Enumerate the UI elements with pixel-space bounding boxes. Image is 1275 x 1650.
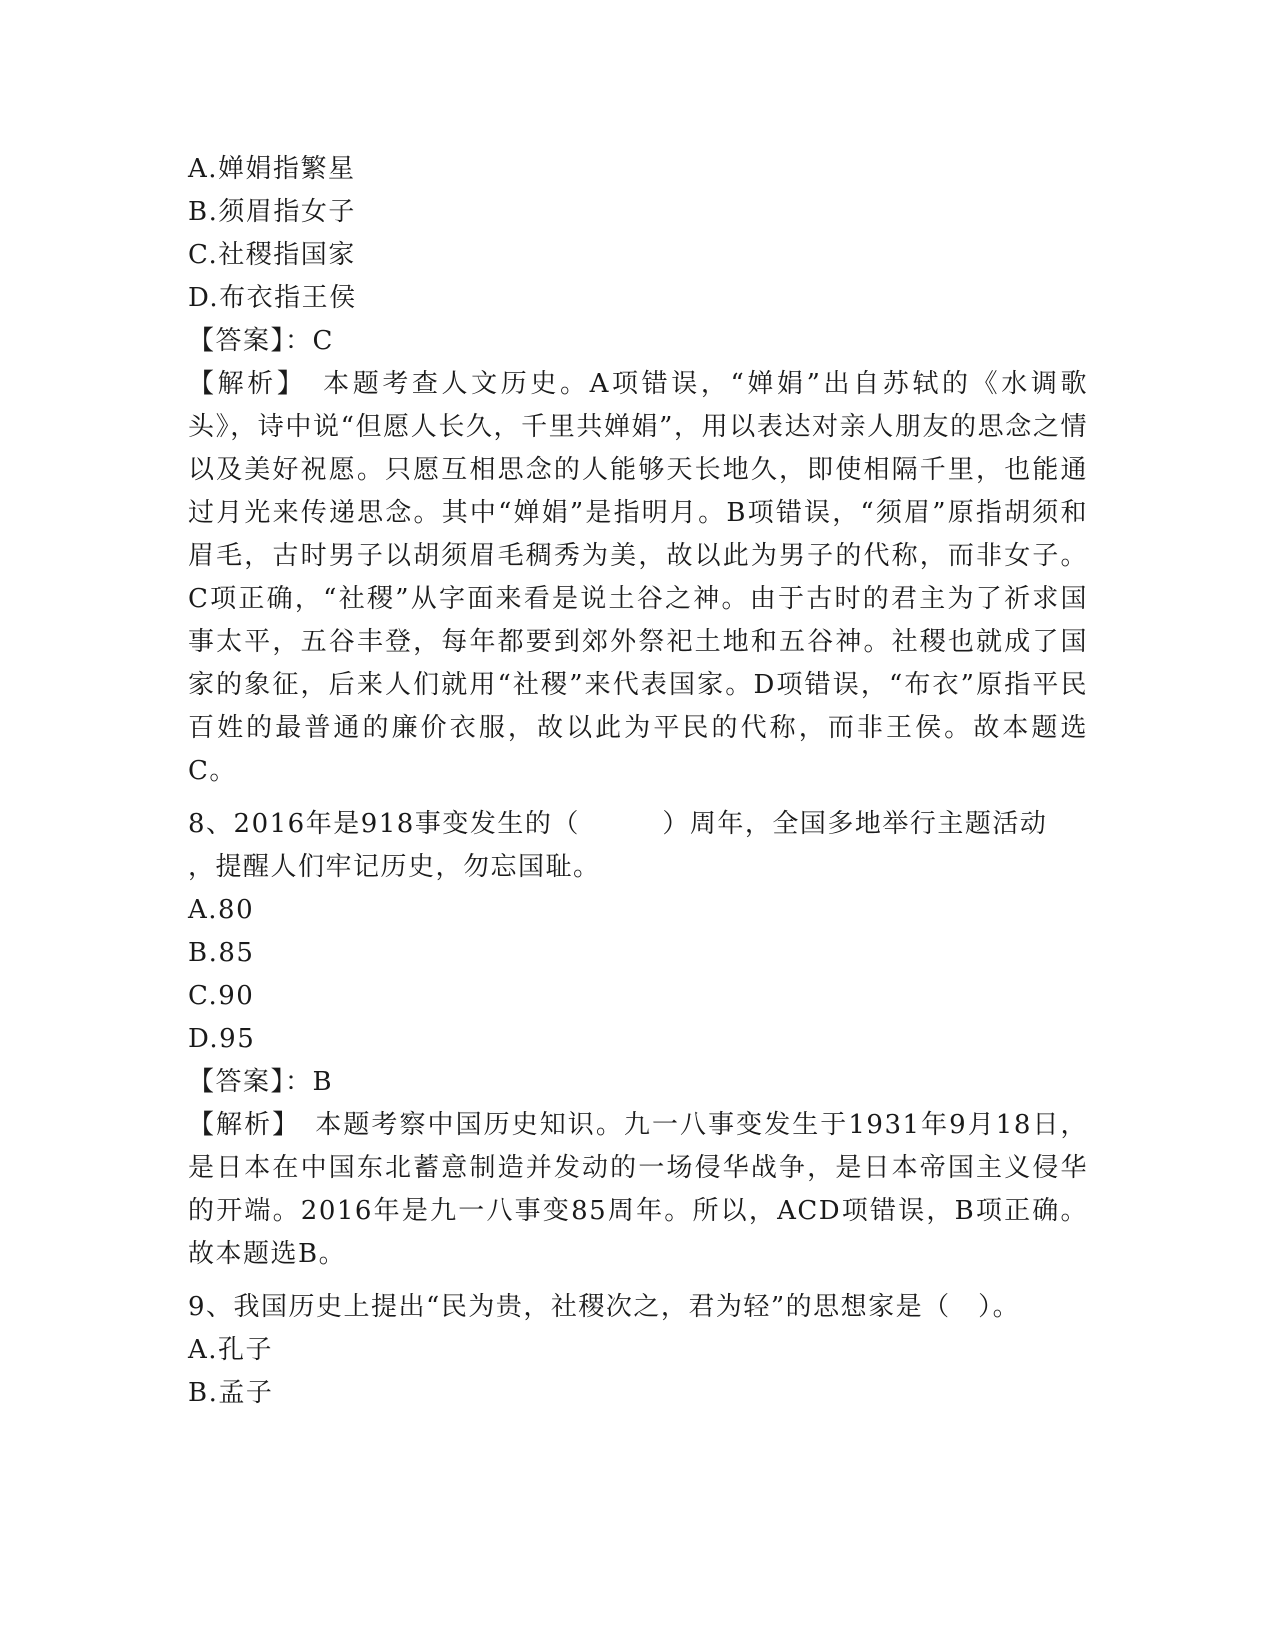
q7-option-b: B.须眉指女子 xyxy=(188,197,356,227)
q7-analysis: 【解析】 本题考查人文历史。A项错误，“婵娟”出自苏轼的《水调歌头》，诗中说“但愿人长久，千里共婵娟”，用以表达对亲人朋友的思念之情以及美好祝愿。只愿互相思念的人能够天长地久，即使相隔千里，也能通过月光来传递思念。其中“婵娟”是指明月。B项错误，“须眉”原指胡须和眉毛，古时男子以胡须眉毛稠秀为美，故以此为男子的代称，而非女子。C项正确，“社稷”从字面来看是说土谷之神。由于古时的君主为了祈求国事太平，五谷丰登，每年都要到郊外祭祀土地和五谷神。社稷也就成了国家的象征，后来人们就用“社稷”来代表国家。D项错误，“布衣”原指平民百姓的最普通的廉价衣服，故以此为平民的代称，而非王侯。故本题选C。 xyxy=(188,369,1088,786)
q8-option-d: D.95 xyxy=(188,1024,256,1054)
q7-option-d: D.布衣指王侯 xyxy=(188,283,357,313)
q8-option-a: A.80 xyxy=(188,895,255,925)
question-7-block xyxy=(188,148,1088,793)
question-8-block xyxy=(188,803,1088,1276)
document-content xyxy=(188,148,1088,1415)
question-9-block xyxy=(188,1286,1088,1415)
q9-question: 9、我国历史上提出“民为贵，社稷次之，君为轻”的思想家是（ ）。 xyxy=(188,1292,1021,1322)
q7-answer: 【答案】：C xyxy=(188,326,334,356)
q9-option-a: A.孔子 xyxy=(188,1335,274,1365)
q8-analysis: 【解析】 本题考察中国历史知识。九一八事变发生于1931年9月18日，是日本在中国东北蓄意制造并发动的一场侵华战争，是日本帝国主义侵华的开端。2016年是九一八事变85周年。所以，ACD项错误，B项正确。故本题选B。 xyxy=(188,1110,1088,1269)
q7-option-c: C.社稷指国家 xyxy=(188,240,356,270)
q8-option-b: B.85 xyxy=(188,938,255,968)
q8-question-line-1: 8、2016年是918事变发生的（ ）周年，全国多地举行主题活动 xyxy=(188,809,1048,839)
q8-answer: 【答案】：B xyxy=(188,1067,334,1097)
q9-option-b: B.孟子 xyxy=(188,1378,274,1408)
q7-option-a: A.婵娟指繁星 xyxy=(188,154,356,184)
q8-option-c: C.90 xyxy=(188,981,255,1011)
q8-question-line-2: ，提醒人们牢记历史，勿忘国耻。 xyxy=(188,852,601,882)
